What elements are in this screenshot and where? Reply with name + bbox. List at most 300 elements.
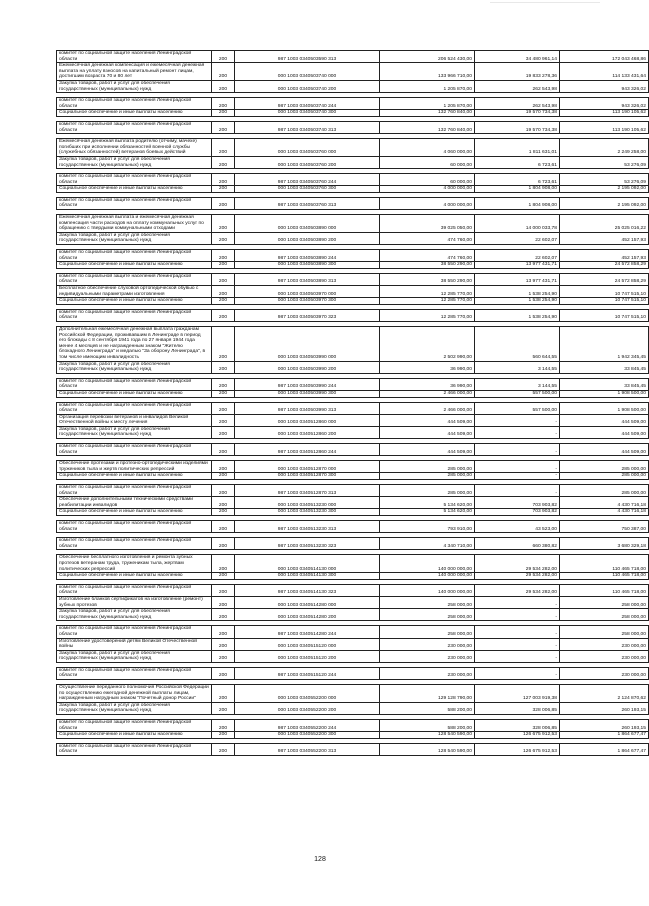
row-executed-cell: 22 602,07 xyxy=(475,232,560,244)
row-executed-cell: - xyxy=(475,426,560,438)
row-code-cell: 200 xyxy=(212,98,235,110)
row-name-cell: Обеспечение протезами и протезно-ортопедическими изделиями тружеников тыла и жертв политических репрессий xyxy=(57,461,212,473)
row-code-cell: 200 xyxy=(212,110,235,117)
row-executed-cell: - xyxy=(475,638,560,650)
row-kbk-cell: 000 1003 0340512870 000 xyxy=(235,461,380,473)
row-kbk-cell: 987 1003 0340513230 323 xyxy=(235,538,380,550)
row-executed-cell: 19 833 278,36 xyxy=(475,63,560,81)
row-approved-cell: 444 509,00 xyxy=(380,426,475,438)
row-remaining-cell: 25 025 016,22 xyxy=(560,215,649,233)
row-remaining-cell: 110 465 718,00 xyxy=(560,584,649,596)
row-name-cell: комитет по социальной защите населения Ленинградской области xyxy=(57,720,212,732)
table-row xyxy=(57,720,649,732)
table-row xyxy=(57,98,649,110)
row-approved-cell: 285 000,00 xyxy=(380,473,475,480)
row-executed-cell: 126 675 912,53 xyxy=(475,732,560,739)
row-code-cell: 200 xyxy=(212,573,235,580)
row-approved-cell: 2 466 000,00 xyxy=(380,390,475,397)
row-remaining-cell: 10 747 515,10 xyxy=(560,309,649,321)
row-executed-cell: - xyxy=(475,650,560,662)
table-row xyxy=(57,232,649,244)
table-row xyxy=(57,485,649,497)
row-approved-cell: 258 000,00 xyxy=(380,626,475,638)
table-row xyxy=(57,402,649,414)
row-name-cell: Закупка товаров, работ и услуг для обеспечения государственных (муниципальных) нужд xyxy=(57,80,212,92)
row-code-cell: 200 xyxy=(212,626,235,638)
row-remaining-cell: 33 845,45 xyxy=(560,378,649,390)
row-kbk-cell: 987 1003 0340552200 244 xyxy=(235,720,380,732)
row-approved-cell: 12 285 770,00 xyxy=(380,298,475,305)
row-code-cell: 200 xyxy=(212,309,235,321)
table-row xyxy=(57,685,649,703)
row-executed-cell: 1 538 254,90 xyxy=(475,309,560,321)
table-row xyxy=(57,273,649,285)
table-row xyxy=(57,298,649,305)
row-executed-cell: - xyxy=(475,473,560,480)
row-name-cell: Социальное обеспечение и иные выплаты населению xyxy=(57,298,212,305)
table-row xyxy=(57,186,649,193)
row-kbk-cell: 000 1003 0340512870 300 xyxy=(235,473,380,480)
row-kbk-cell: 987 1003 0340552200 313 xyxy=(235,743,380,755)
table-row xyxy=(57,732,649,739)
row-executed-cell: 703 903,82 xyxy=(475,509,560,516)
row-executed-cell: 29 534 282,00 xyxy=(475,573,560,580)
row-name-cell: Дополнительная ежемесячная денежная выплата гражданам Российской Федерации, проживавшим в Ленинграде в период его блокады с 8 сентября 1941 года по 27 января 1944 года менее 4 месяцев и не награжденным знаком "Жителю блокадного Ленинграда" и медалью "За оборону Ленинграда", в том числе имеющим инвалидность xyxy=(57,326,212,361)
row-remaining-cell: 258 000,00 xyxy=(560,609,649,621)
table-row xyxy=(57,262,649,269)
row-executed-cell: 126 675 912,53 xyxy=(475,743,560,755)
row-code-cell: 200 xyxy=(212,378,235,390)
row-approved-cell: 285 000,00 xyxy=(380,485,475,497)
row-name-cell: комитет по социальной защите населения Ленинградской области xyxy=(57,743,212,755)
row-executed-cell: 22 602,07 xyxy=(475,250,560,262)
row-remaining-cell: 1 864 677,47 xyxy=(560,732,649,739)
row-remaining-cell: 452 157,93 xyxy=(560,232,649,244)
row-executed-cell: 127 003 919,38 xyxy=(475,685,560,703)
row-remaining-cell: 24 572 858,29 xyxy=(560,273,649,285)
row-executed-cell: 29 534 282,00 xyxy=(475,584,560,596)
row-code-cell: 200 xyxy=(212,51,235,63)
table-row xyxy=(57,110,649,117)
row-name-cell: Социальное обеспечение и иные выплаты населению xyxy=(57,186,212,193)
row-executed-cell: 3 144,55 xyxy=(475,378,560,390)
row-executed-cell: 560 644,55 xyxy=(475,326,560,361)
row-kbk-cell: 987 1003 0340503760 244 xyxy=(235,174,380,186)
table-row xyxy=(57,555,649,573)
row-code-cell: 200 xyxy=(212,197,235,209)
row-name-cell: комитет по социальной защите населения Ленинградской области xyxy=(57,51,212,63)
row-kbk-cell: 000 1003 0340503740 300 xyxy=(235,110,380,117)
table-row xyxy=(57,156,649,168)
row-approved-cell: 4 060 000,00 xyxy=(380,139,475,157)
row-name-cell: Закупка товаров, работ и услуг для обеспечения государственных (муниципальных) нужд xyxy=(57,156,212,168)
row-executed-cell: - xyxy=(475,461,560,473)
table-row xyxy=(57,626,649,638)
row-remaining-cell: 53 276,09 xyxy=(560,174,649,186)
row-executed-cell: - xyxy=(475,414,560,426)
row-remaining-cell: 943 326,02 xyxy=(560,80,649,92)
row-remaining-cell: 1 864 677,47 xyxy=(560,743,649,755)
row-code-cell: 200 xyxy=(212,521,235,533)
table-row xyxy=(57,584,649,596)
table-row xyxy=(57,497,649,509)
table-row xyxy=(57,473,649,480)
row-code-cell: 200 xyxy=(212,156,235,168)
row-name-cell: Социальное обеспечение и иные выплаты населению xyxy=(57,473,212,480)
row-kbk-cell: 000 1003 0340503760 000 xyxy=(235,139,380,157)
row-remaining-cell: 444 509,00 xyxy=(560,426,649,438)
row-remaining-cell: 3 680 329,18 xyxy=(560,538,649,550)
row-code-cell: 200 xyxy=(212,414,235,426)
row-kbk-cell: 987 1003 0340503990 313 xyxy=(235,402,380,414)
row-name-cell: Ежемесячная денежная выплата родителю (отчиму, мачехе) погибших при исполнении обязанностей военной службы (служебных обязанностей) ветеранов боевых действий xyxy=(57,139,212,157)
table-row xyxy=(57,444,649,456)
row-approved-cell: 285 000,00 xyxy=(380,461,475,473)
table-row xyxy=(57,743,649,755)
row-kbk-cell: 000 1003 0340503760 200 xyxy=(235,156,380,168)
row-kbk-cell: 000 1003 0340503970 300 xyxy=(235,298,380,305)
row-kbk-cell: 987 1003 0340515120 244 xyxy=(235,667,380,679)
row-name-cell: Изготовление удостоверений детям Великой Отечественной войны xyxy=(57,638,212,650)
row-remaining-cell: 10 747 515,10 xyxy=(560,286,649,298)
row-approved-cell: 444 509,00 xyxy=(380,414,475,426)
row-remaining-cell: 260 193,15 xyxy=(560,720,649,732)
row-kbk-cell: 000 1003 0340513230 300 xyxy=(235,509,380,516)
row-executed-cell: 703 903,82 xyxy=(475,497,560,509)
row-executed-cell: 1 538 254,90 xyxy=(475,298,560,305)
row-remaining-cell: 444 509,00 xyxy=(560,444,649,456)
row-remaining-cell: 24 572 858,29 xyxy=(560,262,649,269)
row-name-cell: Социальное обеспечение и иные выплаты населению xyxy=(57,509,212,516)
row-remaining-cell: 113 190 105,62 xyxy=(560,110,649,117)
row-executed-cell: 1 538 254,90 xyxy=(475,286,560,298)
row-name-cell: комитет по социальной защите населения Ленинградской области xyxy=(57,521,212,533)
table-row xyxy=(57,286,649,298)
row-code-cell: 200 xyxy=(212,298,235,305)
row-kbk-cell: 000 1003 0340503990 000 xyxy=(235,326,380,361)
row-kbk-cell: 987 1003 0340513230 313 xyxy=(235,521,380,533)
row-remaining-cell: 113 190 105,62 xyxy=(560,121,649,133)
row-kbk-cell: 987 1003 0340503740 244 xyxy=(235,98,380,110)
table-row xyxy=(57,390,649,397)
row-kbk-cell: 987 1003 0340503970 323 xyxy=(235,309,380,321)
row-approved-cell: 230 000,00 xyxy=(380,638,475,650)
row-code-cell: 200 xyxy=(212,732,235,739)
row-name-cell: Социальное обеспечение и иные выплаты населению xyxy=(57,390,212,397)
row-executed-cell: 19 570 734,38 xyxy=(475,121,560,133)
row-executed-cell: 13 977 431,71 xyxy=(475,262,560,269)
row-remaining-cell: 110 465 718,00 xyxy=(560,573,649,580)
row-name-cell: Бесплатное обеспечение слуховой ортопедической обувью с индивидуальными параметрами изготовления xyxy=(57,286,212,298)
row-code-cell: 200 xyxy=(212,402,235,414)
row-kbk-cell: 987 1003 0340503890 244 xyxy=(235,250,380,262)
row-code-cell: 200 xyxy=(212,215,235,233)
row-remaining-cell: 4 430 716,18 xyxy=(560,509,649,516)
row-kbk-cell: 987 1003 0340503890 313 xyxy=(235,273,380,285)
row-code-cell: 200 xyxy=(212,262,235,269)
row-name-cell: комитет по социальной защите населения Ленинградской области xyxy=(57,309,212,321)
table-row xyxy=(57,609,649,621)
page-number: 128 xyxy=(314,856,326,863)
table-row xyxy=(57,326,649,361)
row-remaining-cell: 452 157,93 xyxy=(560,250,649,262)
row-code-cell: 200 xyxy=(212,509,235,516)
row-name-cell: комитет по социальной защите населения Ленинградской области xyxy=(57,273,212,285)
scan-top-edge xyxy=(0,0,640,12)
table-row xyxy=(57,51,649,63)
row-name-cell: Обеспечение бесплатного изготовления и ремонта зубных протезов ветеранам труда, труженикам тыла, жертвам политических репрессий xyxy=(57,555,212,573)
row-executed-cell: - xyxy=(475,667,560,679)
table-row xyxy=(57,638,649,650)
row-name-cell: комитет по социальной защите населения Ленинградской области xyxy=(57,485,212,497)
row-name-cell: комитет по социальной защите населения Ленинградской области xyxy=(57,444,212,456)
row-approved-cell: 133 966 710,00 xyxy=(380,63,475,81)
table-row xyxy=(57,702,649,714)
row-name-cell: комитет по социальной защите населения Ленинградской области xyxy=(57,626,212,638)
row-kbk-cell: 000 1003 0340552200 000 xyxy=(235,685,380,703)
row-kbk-cell: 000 1003 0340514280 200 xyxy=(235,609,380,621)
row-name-cell: Социальное обеспечение и иные выплаты населению xyxy=(57,110,212,117)
row-kbk-cell: 000 1003 0340503890 000 xyxy=(235,215,380,233)
row-code-cell: 200 xyxy=(212,250,235,262)
table-row xyxy=(57,414,649,426)
row-code-cell: 200 xyxy=(212,473,235,480)
row-executed-cell: 1 811 631,01 xyxy=(475,139,560,157)
row-kbk-cell: 000 1003 0340515120 200 xyxy=(235,650,380,662)
row-kbk-cell: 987 1003 0340503590 313 xyxy=(235,51,380,63)
row-name-cell: Закупка товаров, работ и услуг для обеспечения государственных (муниципальных) нужд xyxy=(57,361,212,373)
row-executed-cell: - xyxy=(475,444,560,456)
row-approved-cell: 128 540 590,00 xyxy=(380,732,475,739)
row-kbk-cell: 000 1003 0340552200 200 xyxy=(235,702,380,714)
row-remaining-cell: 2 124 870,62 xyxy=(560,685,649,703)
row-name-cell: комитет по социальной защите населения Ленинградской области xyxy=(57,250,212,262)
row-code-cell: 200 xyxy=(212,286,235,298)
row-code-cell: 200 xyxy=(212,555,235,573)
row-name-cell: комитет по социальной защите населения Ленинградской области xyxy=(57,584,212,596)
row-executed-cell: 14 000 033,78 xyxy=(475,215,560,233)
row-code-cell: 200 xyxy=(212,121,235,133)
row-code-cell: 200 xyxy=(212,609,235,621)
row-kbk-cell: 000 1003 0340552200 300 xyxy=(235,732,380,739)
row-executed-cell: - xyxy=(475,596,560,608)
row-kbk-cell: 000 1003 0340514280 000 xyxy=(235,596,380,608)
row-kbk-cell: 987 1003 0340514280 244 xyxy=(235,626,380,638)
row-approved-cell: 2 502 990,00 xyxy=(380,326,475,361)
row-remaining-cell: 1 942 345,45 xyxy=(560,326,649,361)
row-approved-cell: 39 025 050,00 xyxy=(380,215,475,233)
row-remaining-cell: 4 430 716,18 xyxy=(560,497,649,509)
row-kbk-cell: 000 1003 0340503890 200 xyxy=(235,232,380,244)
row-executed-cell: 1 804 908,00 xyxy=(475,197,560,209)
row-kbk-cell: 987 1003 0340503740 313 xyxy=(235,121,380,133)
table-row xyxy=(57,596,649,608)
table-row xyxy=(57,139,649,157)
row-remaining-cell: 444 509,00 xyxy=(560,414,649,426)
row-code-cell: 200 xyxy=(212,497,235,509)
row-name-cell: комитет по социальной защите населения Ленинградской области xyxy=(57,402,212,414)
row-code-cell: 200 xyxy=(212,461,235,473)
row-approved-cell: 140 000 000,00 xyxy=(380,584,475,596)
row-approved-cell: 588 200,00 xyxy=(380,702,475,714)
row-code-cell: 200 xyxy=(212,667,235,679)
row-approved-cell: 258 000,00 xyxy=(380,596,475,608)
row-approved-cell: 1 205 870,00 xyxy=(380,80,475,92)
row-approved-cell: 38 550 290,00 xyxy=(380,262,475,269)
table-row xyxy=(57,461,649,473)
row-remaining-cell: 172 043 468,86 xyxy=(560,51,649,63)
row-name-cell: комитет по социальной защите населения Ленинградской области xyxy=(57,538,212,550)
row-name-cell: комитет по социальной защите населения Ленинградской области xyxy=(57,98,212,110)
row-executed-cell: 660 380,82 xyxy=(475,538,560,550)
row-executed-cell: - xyxy=(475,609,560,621)
row-remaining-cell: 285 000,00 xyxy=(560,473,649,480)
row-kbk-cell: 000 1003 0340503890 300 xyxy=(235,262,380,269)
table-row xyxy=(57,667,649,679)
row-code-cell: 200 xyxy=(212,596,235,608)
row-code-cell: 200 xyxy=(212,273,235,285)
row-executed-cell: - xyxy=(475,485,560,497)
row-name-cell: Социальное обеспечение и иные выплаты населению xyxy=(57,573,212,580)
row-approved-cell: 4 340 710,00 xyxy=(380,538,475,550)
row-code-cell: 200 xyxy=(212,538,235,550)
row-code-cell: 200 xyxy=(212,485,235,497)
row-remaining-cell: 258 000,00 xyxy=(560,626,649,638)
table-row xyxy=(57,378,649,390)
row-approved-cell: 206 524 430,00 xyxy=(380,51,475,63)
row-executed-cell: 557 500,00 xyxy=(475,390,560,397)
row-kbk-cell: 987 1003 0340503990 244 xyxy=(235,378,380,390)
table-row xyxy=(57,121,649,133)
row-approved-cell: 129 128 790,00 xyxy=(380,685,475,703)
row-approved-cell: 793 910,00 xyxy=(380,521,475,533)
row-executed-cell: - xyxy=(475,626,560,638)
row-kbk-cell: 000 1003 0340512860 000 xyxy=(235,414,380,426)
row-code-cell: 200 xyxy=(212,361,235,373)
row-code-cell: 200 xyxy=(212,426,235,438)
row-approved-cell: 258 000,00 xyxy=(380,609,475,621)
row-approved-cell: 60 000,00 xyxy=(380,174,475,186)
table-row xyxy=(57,309,649,321)
table-row xyxy=(57,538,649,550)
row-name-cell: Социальное обеспечение и иные выплаты населению xyxy=(57,732,212,739)
row-remaining-cell: 258 000,00 xyxy=(560,596,649,608)
row-approved-cell: 2 466 000,00 xyxy=(380,402,475,414)
row-name-cell: комитет по социальной защите населения Ленинградской области xyxy=(57,378,212,390)
row-code-cell: 200 xyxy=(212,720,235,732)
row-remaining-cell: 53 276,09 xyxy=(560,156,649,168)
row-executed-cell: 262 543,98 xyxy=(475,98,560,110)
row-code-cell: 200 xyxy=(212,174,235,186)
row-approved-cell: 5 134 620,00 xyxy=(380,497,475,509)
row-kbk-cell: 000 1003 0340503740 200 xyxy=(235,80,380,92)
row-remaining-cell: 285 000,00 xyxy=(560,461,649,473)
row-code-cell: 200 xyxy=(212,584,235,596)
table-row xyxy=(57,215,649,233)
table-row xyxy=(57,250,649,262)
budget-execution-table xyxy=(56,50,649,756)
row-executed-cell: 43 523,00 xyxy=(475,521,560,533)
row-kbk-cell: 987 1003 0340512870 313 xyxy=(235,485,380,497)
table-row xyxy=(57,361,649,373)
table-row xyxy=(57,573,649,580)
row-code-cell: 200 xyxy=(212,390,235,397)
row-approved-cell: 140 000 000,00 xyxy=(380,573,475,580)
row-approved-cell: 5 134 620,00 xyxy=(380,509,475,516)
table-row xyxy=(57,197,649,209)
row-approved-cell: 12 285 770,00 xyxy=(380,286,475,298)
row-executed-cell: 29 534 282,00 xyxy=(475,555,560,573)
row-approved-cell: 474 760,00 xyxy=(380,250,475,262)
row-code-cell: 200 xyxy=(212,638,235,650)
row-executed-cell: 6 723,61 xyxy=(475,174,560,186)
row-executed-cell: 19 570 734,38 xyxy=(475,110,560,117)
row-kbk-cell: 000 1003 0340503990 300 xyxy=(235,390,380,397)
row-approved-cell: 588 200,00 xyxy=(380,720,475,732)
table-row xyxy=(57,509,649,516)
row-approved-cell: 36 990,00 xyxy=(380,361,475,373)
row-code-cell: 200 xyxy=(212,139,235,157)
row-remaining-cell: 110 465 718,00 xyxy=(560,555,649,573)
row-remaining-cell: 260 193,15 xyxy=(560,702,649,714)
row-remaining-cell: 33 845,45 xyxy=(560,361,649,373)
row-approved-cell: 12 285 770,00 xyxy=(380,309,475,321)
row-approved-cell: 230 000,00 xyxy=(380,667,475,679)
row-name-cell: комитет по социальной защите населения Ленинградской области xyxy=(57,174,212,186)
row-name-cell: Ежемесячная денежная выплата и ежемесячная денежная компенсация части расходов на оплату коммунальных услуг по обращению с твердыми коммунальными отходами xyxy=(57,215,212,233)
row-executed-cell: 1 804 908,00 xyxy=(475,186,560,193)
row-executed-cell: 328 006,85 xyxy=(475,702,560,714)
row-name-cell: Социальное обеспечение и иные выплаты населению xyxy=(57,262,212,269)
row-kbk-cell: 000 1003 0340503970 000 xyxy=(235,286,380,298)
row-remaining-cell: 10 747 515,10 xyxy=(560,298,649,305)
row-approved-cell: 36 990,00 xyxy=(380,378,475,390)
row-kbk-cell: 000 1003 0340503760 300 xyxy=(235,186,380,193)
row-remaining-cell: 2 195 092,00 xyxy=(560,186,649,193)
row-name-cell: комитет по социальной защите населения Ленинградской области xyxy=(57,667,212,679)
row-executed-cell: 262 543,98 xyxy=(475,80,560,92)
row-approved-cell: 132 760 840,00 xyxy=(380,110,475,117)
row-code-cell: 200 xyxy=(212,232,235,244)
row-approved-cell: 128 540 590,00 xyxy=(380,743,475,755)
row-kbk-cell: 000 1003 0340513230 000 xyxy=(235,497,380,509)
table-row xyxy=(57,80,649,92)
table-row xyxy=(57,426,649,438)
row-executed-cell: 3 144,55 xyxy=(475,361,560,373)
row-approved-cell: 230 000,00 xyxy=(380,650,475,662)
row-approved-cell: 140 000 000,00 xyxy=(380,555,475,573)
row-approved-cell: 1 205 870,00 xyxy=(380,98,475,110)
row-executed-cell: 557 500,00 xyxy=(475,402,560,414)
row-name-cell: Ежемесячная денежная компенсация и ежемесячная денежная выплата на уплату взносов на капитальный ремонт лицам, достигшим возраста 70 и 80 лет xyxy=(57,63,212,81)
row-remaining-cell: 285 000,00 xyxy=(560,485,649,497)
budget-table-body xyxy=(57,51,649,756)
row-approved-cell: 60 000,00 xyxy=(380,156,475,168)
row-code-cell: 200 xyxy=(212,80,235,92)
row-code-cell: 200 xyxy=(212,444,235,456)
row-name-cell: Изготовление бланков сертификатов на изготовление (ремонт) зубных протезов xyxy=(57,596,212,608)
row-name-cell: комитет по социальной защите населения Ленинградской области xyxy=(57,197,212,209)
row-code-cell: 200 xyxy=(212,326,235,361)
row-code-cell: 200 xyxy=(212,63,235,81)
row-approved-cell: 132 760 840,00 xyxy=(380,121,475,133)
row-name-cell: Закупка товаров, работ и услуг для обеспечения государственных (муниципальных) нужд xyxy=(57,650,212,662)
row-code-cell: 200 xyxy=(212,186,235,193)
row-kbk-cell: 987 1003 0340514130 323 xyxy=(235,584,380,596)
row-executed-cell: 34 480 961,14 xyxy=(475,51,560,63)
table-row xyxy=(57,63,649,81)
row-executed-cell: 13 977 431,71 xyxy=(475,273,560,285)
